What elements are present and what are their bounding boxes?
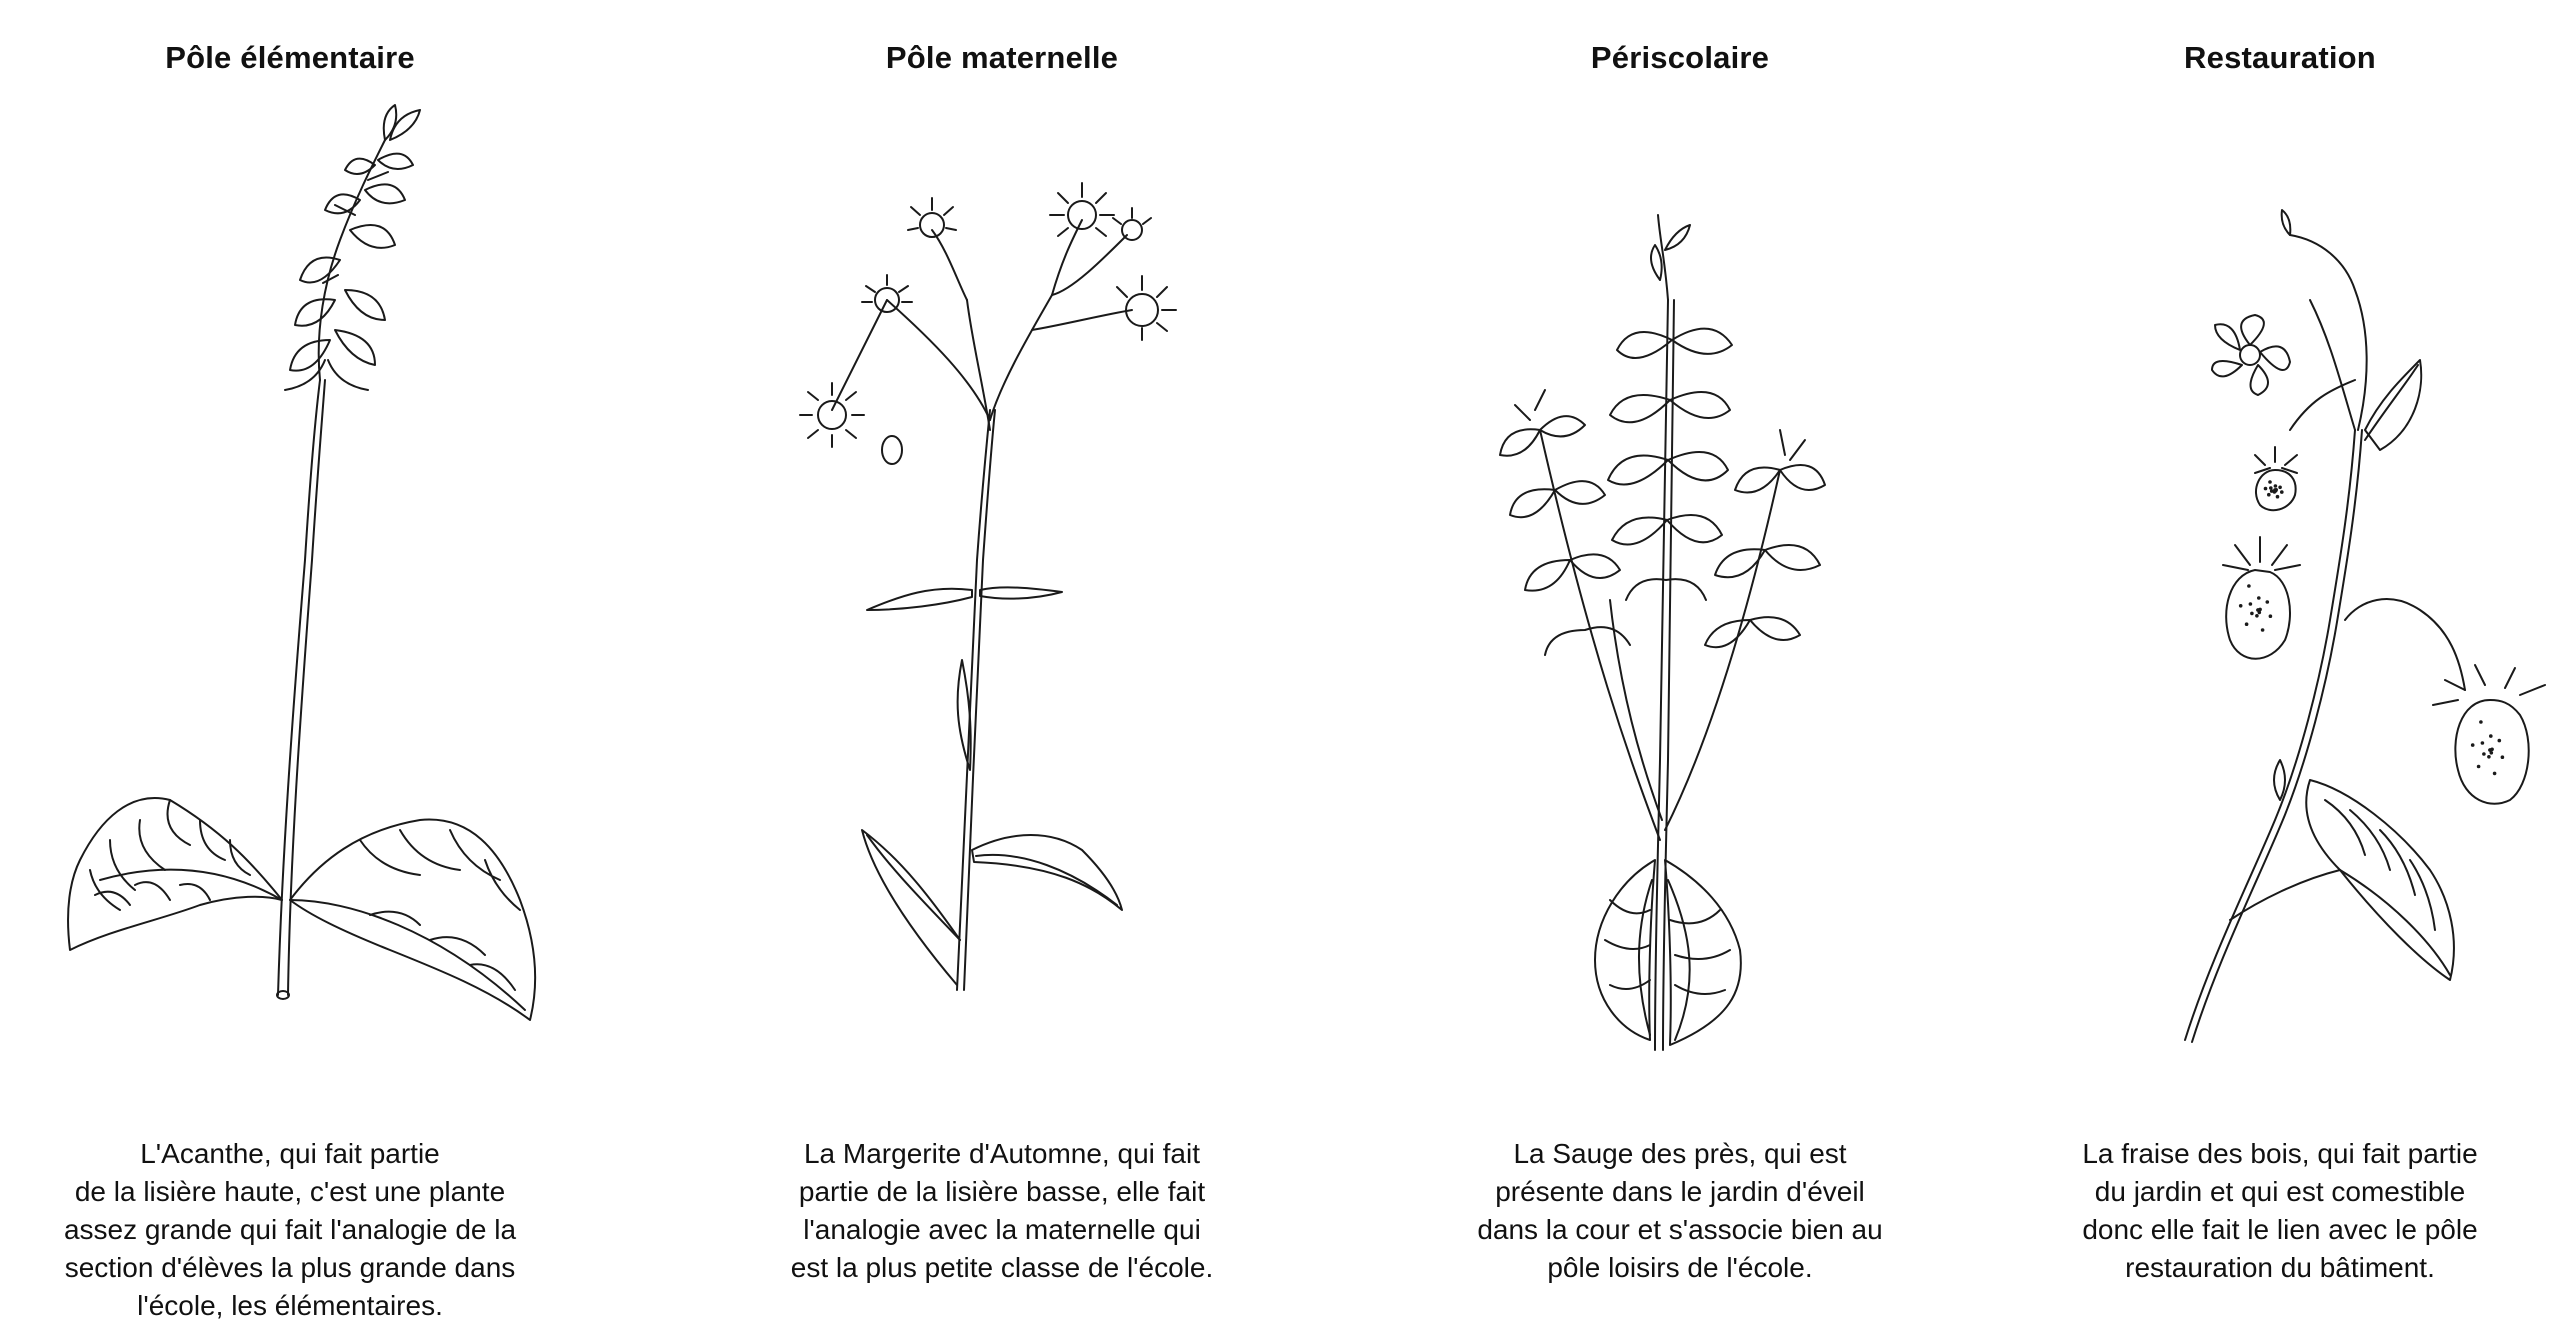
autumn-daisy-drawing-icon [732, 0, 1272, 1100]
caption-line: l'école, les élémentaires. [137, 1290, 443, 1321]
panel-title: Pôle maternelle [885, 40, 1119, 75]
caption-line: La Sauge des près, qui est [1513, 1138, 1847, 1169]
panel-title: Restauration [2184, 40, 2376, 75]
caption-line: pôle loisirs de l'école. [1547, 1252, 1813, 1283]
meadow-sage-drawing-icon [1410, 0, 1950, 1100]
caption-line: partie de la lisière basse, elle fait [798, 1176, 1206, 1207]
caption-line: donc elle fait le lien avec le pôle [2082, 1214, 2478, 1245]
caption-line: présente dans le jardin d'éveil [1495, 1176, 1865, 1207]
caption-line: assez grande qui fait l'analogie de la [63, 1214, 517, 1245]
caption-line: L'Acanthe, qui fait partie [140, 1138, 440, 1169]
panel-caption [732, 1135, 1272, 1287]
caption-line: est la plus petite classe de l'école. [790, 1252, 1214, 1283]
caption-line: restauration du bâtiment. [2125, 1252, 2435, 1283]
panel-restauration [2010, 0, 2550, 1340]
panel-title: Périscolaire [1590, 40, 1770, 75]
panel-pole-elementaire [20, 0, 560, 1340]
caption-line: de la lisière haute, c'est une plante [74, 1176, 506, 1207]
panel-caption [1410, 1135, 1950, 1287]
caption-line: La fraise des bois, qui fait partie [2082, 1138, 2478, 1169]
caption-line: dans la cour et s'associe bien au [1477, 1214, 1883, 1245]
caption-line: l'analogie avec la maternelle qui [803, 1214, 1201, 1245]
panel-caption [20, 1135, 560, 1325]
caption-line: La Margerite d'Automne, qui fait [803, 1138, 1200, 1169]
panel-pole-maternelle [732, 0, 1272, 1340]
panel-title: Pôle élémentaire [165, 40, 415, 75]
caption-line: du jardin et qui est comestible [2094, 1176, 2466, 1207]
caption-line: section d'élèves la plus grande dans [64, 1252, 516, 1283]
panel-caption [2010, 1135, 2550, 1287]
panel-periscolaire [1410, 0, 1950, 1340]
acanthus-drawing-icon [20, 0, 560, 1100]
wild-strawberry-drawing-icon [2010, 0, 2550, 1100]
